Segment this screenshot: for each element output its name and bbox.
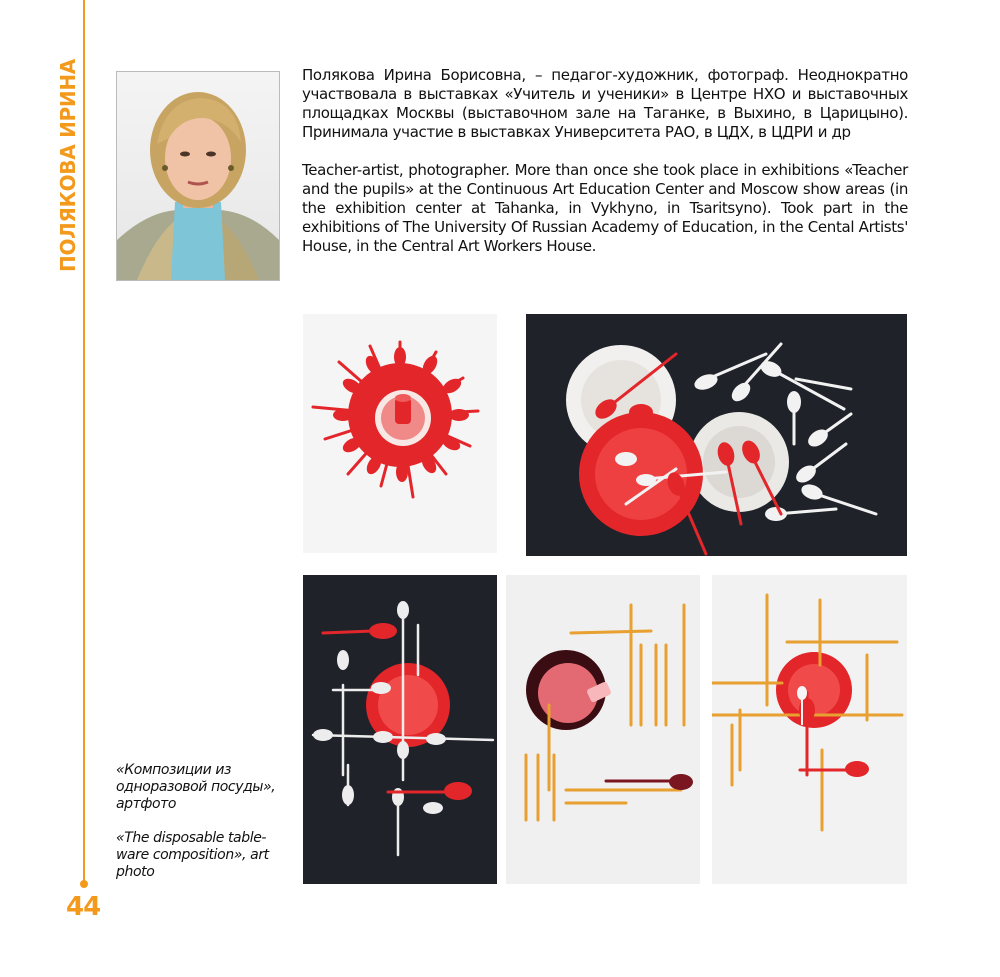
biography-english: Teacher-artist, photographer. More than once she took place in exhibitions «Teacher and the pupils» at the Continuous Art Education Center and Moscow show areas (in the exhibition center at Tahanka, in Vykhyno, in Tsaritsyno). Took part in the exhibitions of The University Of Russian Academy of Education, in the Cental Artists' House, in the Central Art Workers House.: [302, 161, 908, 255]
author-portrait-photo: [116, 71, 280, 281]
page-number: 44: [66, 892, 101, 922]
sidebar-rule-dot: [80, 880, 88, 888]
artphoto-red-plate-dark: [303, 575, 497, 884]
biography-russian: Полякова Ирина Борисовна, – педагог-художник, фотограф. Неоднократно участвовала в выставках «Учитель и ученики» в Центре НХО и выставочных площадках Москвы (выставочном зале на Таганке, в Выхино, в Царицыно). Принимала участие в выставках Университета РАО, в ЦДХ, в ЦДРИ и др: [302, 66, 908, 141]
caption-english: «The disposable table-ware composition», art photo: [116, 830, 269, 880]
artphoto-plates-dark: [526, 314, 907, 556]
sidebar-rule: [83, 0, 85, 884]
photo-caption: [116, 762, 286, 881]
author-biography: [302, 66, 908, 256]
artphoto-sun-composition: [303, 314, 497, 553]
artphoto-forks-spoons: [712, 575, 907, 884]
artphoto-amber-forks: [506, 575, 700, 884]
caption-russian: «Композиции из одноразовой посуды», артфото: [116, 762, 276, 812]
author-vertical-title: ПОЛЯКОВА ИРИНА: [56, 59, 80, 272]
